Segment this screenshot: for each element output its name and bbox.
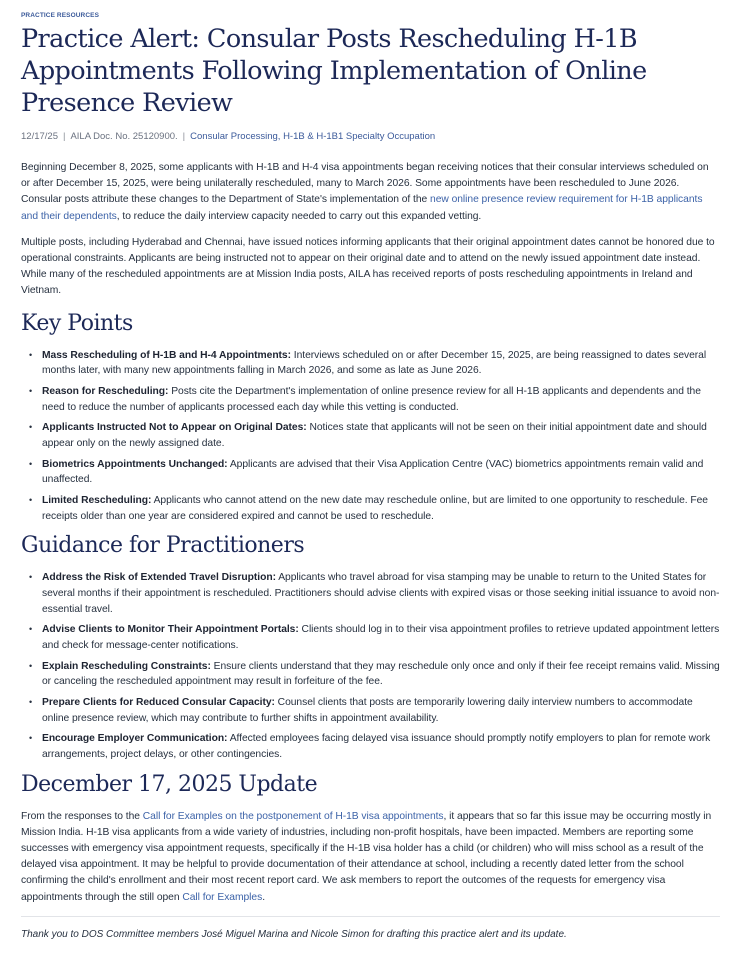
key-points-heading: Key Points <box>21 310 133 336</box>
list-item <box>42 493 720 524</box>
item-label: Prepare Clients for Reduced Consular Capacity: <box>42 697 275 709</box>
update-text: , it appears that so far this issue may be occurring mostly in Mission India. H-1B visa applicants from a wide variety of industries, including non-profit hospitals, have been impacted. Members are reporting some successes with emergency visa appointment requests, specifically if the H-1B visa holder has a child (or children) who will miss school as a result of the delayed visa appointment. It may be helpful to provide documentation of their attendance at school, including a recently dated letter from the school confirming the child's enrollment and their most recent report card. We ask members to report the outcomes of the requests for emergency visa appointments through the still open <box>21 810 712 903</box>
update-heading: December 17, 2025 Update <box>21 771 318 797</box>
item-text: Counsel clients that posts are temporarily lowering daily interview numbers to accommodate online presence review, which may contribute to further shifts in appointment availability. <box>42 697 693 724</box>
eyebrow-category[interactable]: PRACTICE RESOURCES <box>21 12 100 19</box>
publish-date: 12/17/25 <box>21 131 58 142</box>
list-item <box>42 731 720 762</box>
item-text: Posts cite the Department's implementation of online presence review for all H-1B applicants and dependents and the need to reduce the number of applicants processed each day while this vetting is conducted. <box>42 386 701 413</box>
list-item <box>42 457 720 488</box>
list-item <box>42 570 720 617</box>
guidance-list <box>21 570 720 762</box>
item-label: Address the Risk of Extended Travel Disruption: <box>42 572 276 584</box>
update-paragraph <box>21 809 720 906</box>
doc-number: AILA Doc. No. 25120900. <box>70 131 178 142</box>
intro-paragraph-2: Multiple posts, including Hyderabad and Chennai, have issued notices informing applicants that their original appointment dates cannot be honored due to operational constraints. Applicants are being instructed not to appear on their original date and to attend on the newly issued appointment date instead. While many of the rescheduled appointments are at Mission India posts, AILA has received reports of posts rescheduling appointments in Ireland and Vietnam. <box>21 236 715 297</box>
list-item <box>42 659 720 690</box>
update-text: From the responses to the <box>21 810 143 822</box>
list-item <box>42 348 720 379</box>
intro-text: , to reduce the daily interview capacity needed to carry out this expanded vetting. <box>116 210 482 222</box>
intro-paragraph-1 <box>21 160 720 225</box>
call-for-examples-postponement-link[interactable]: Call for Examples on the postponement of H-1B visa appointments <box>142 810 444 822</box>
item-text: Ensure clients understand that they may reschedule only once and only if their fee receipt remains valid. Missing or canceling the rescheduled appointment may result in forfeiture of the fee. <box>42 660 720 688</box>
item-label: Limited Rescheduling: <box>42 495 152 507</box>
list-item <box>42 384 720 415</box>
item-text: Notices state that applicants will not be seen on their initial appointment date and should appear only on the newly assigned date. <box>42 422 707 449</box>
item-text: Interviews scheduled on or after December 15, 2025, are being reassigned to dates several months later, with many new appointments falling in March 2026, and some as late as June 2026. <box>42 349 707 377</box>
acknowledgement: Thank you to DOS Committee members José Miguel Marina and Nicole Simon for drafting this practice alert and its update. <box>21 928 567 940</box>
item-label: Mass Rescheduling of H-1B and H-4 Appointments: <box>42 349 291 361</box>
item-label: Explain Rescheduling Constraints: <box>42 660 211 672</box>
online-presence-review-link[interactable]: new online presence review requirement for H-1B applicants and their dependents <box>21 194 703 222</box>
list-item <box>42 695 720 726</box>
item-label: Advise Clients to Monitor Their Appointment Portals: <box>42 624 299 636</box>
item-text: Applicants who travel abroad for visa stamping may be unable to return to the United States for several months if their appointment is rescheduled. Practitioners should advise clients with expired visas or those seeking initial issuance to avoid non-essential travel. <box>42 572 720 615</box>
intro-text: Beginning December 8, 2025, some applicants with H-1B and H-4 visa appointments began receiving notices that their consular interviews scheduled on or after December 15, 2025, were being unilaterally rescheduled, many to March 2026. Some appointments have been rescheduled to June 2026. Consular posts attribute these changes to the Department of State's implementation of the <box>21 162 709 206</box>
topics-link[interactable]: Consular Processing, H-1B & H-1B1 Specialty Occupation <box>190 131 436 142</box>
item-label: Encourage Employer Communication: <box>42 733 228 745</box>
meta-separator: | <box>182 131 186 142</box>
page-title: Practice Alert: Consular Posts Rescheduling H-1B Appointments Following Implementation of Online Presence Review <box>21 24 647 118</box>
update-text: . <box>262 891 265 903</box>
call-for-examples-link[interactable]: Call for Examples <box>182 891 263 903</box>
item-text: Applicants who cannot attend on the new date may reschedule online, but are limited to one opportunity to reschedule. Fee receipts older than one year are considered expired and cannot be used to reschedule. <box>42 495 708 522</box>
item-label: Applicants Instructed Not to Appear on Original Dates: <box>42 422 307 434</box>
meta-separator: | <box>62 131 66 142</box>
item-text: Affected employees facing delayed visa issuance should promptly notify employers to plan for remote work arrangements, project delays, or other contingencies. <box>42 733 711 760</box>
item-text: Applicants are advised that their Visa Application Centre (VAC) biometrics appointments remain valid and unaffected. <box>42 458 704 486</box>
item-label: Biometrics Appointments Unchanged: <box>42 458 228 470</box>
list-item <box>42 622 720 653</box>
item-label: Reason for Rescheduling: <box>42 386 169 397</box>
key-points-list <box>21 348 720 525</box>
divider <box>21 916 720 917</box>
item-text: Clients should log in to their visa appointment profiles to retrieve updated appointment letters and check for message-center notifications. <box>42 624 720 651</box>
article-meta <box>21 131 720 142</box>
list-item <box>42 420 720 451</box>
guidance-heading: Guidance for Practitioners <box>21 533 305 559</box>
